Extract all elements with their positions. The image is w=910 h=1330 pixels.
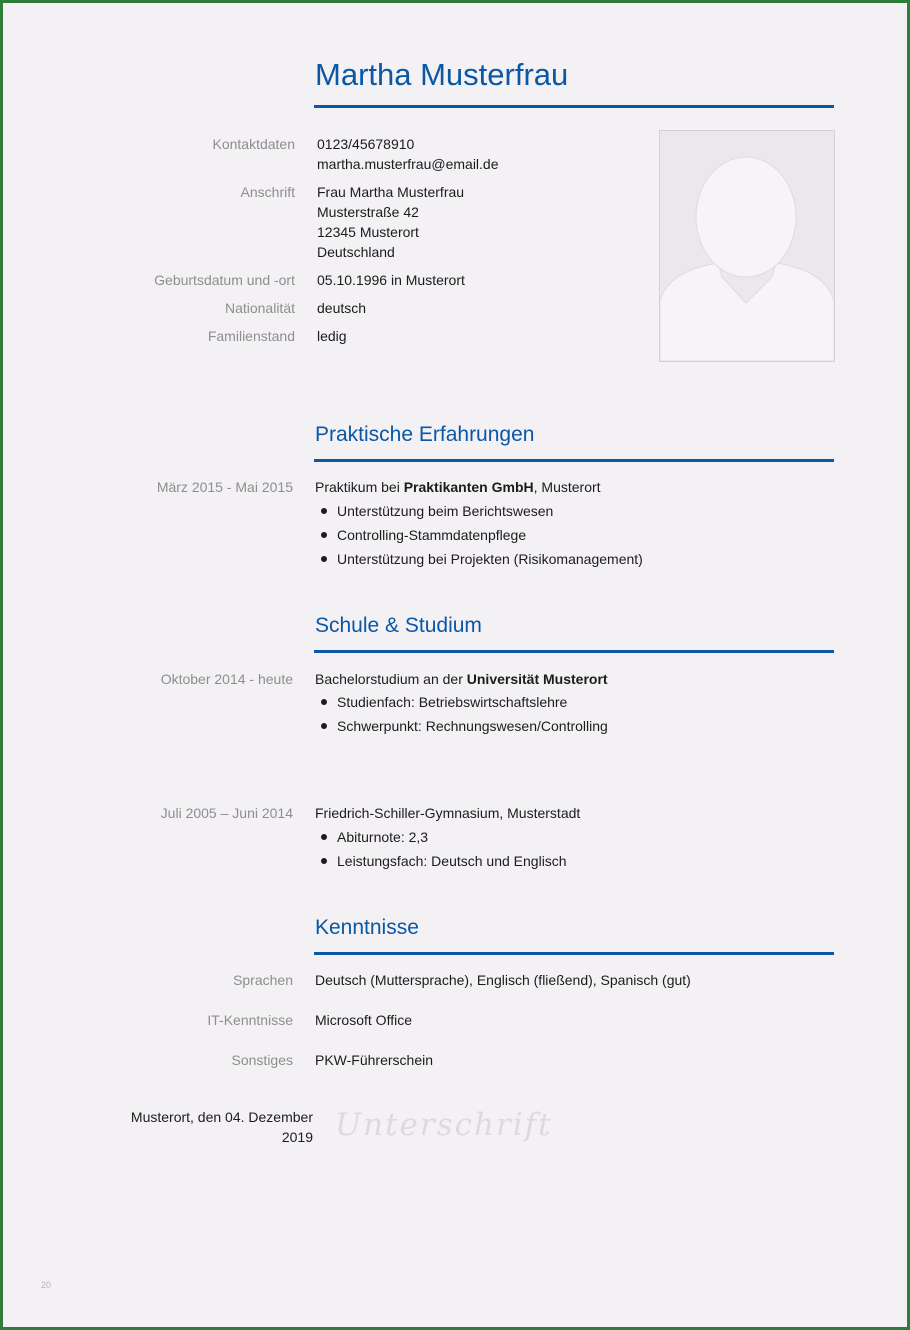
nationality-label: Nationalität: [224, 300, 295, 316]
list-item: Abiturnote: 2,3: [319, 825, 567, 849]
section-title-experience: Praktische Erfahrungen: [315, 423, 535, 446]
education-heading: [315, 669, 608, 689]
place-date-line: Musterort, den 04. Dezember: [130, 1109, 313, 1125]
nationality: deutsch: [317, 300, 367, 316]
experience-period: März 2015 - Mai 2015: [156, 479, 293, 495]
section-underline: [314, 952, 834, 955]
place-and-date: [131, 1107, 313, 1147]
birth-label: Geburtsdatum und -ort: [154, 272, 295, 288]
contact-details: [317, 134, 499, 174]
languages: Deutsch (Muttersprache), Englisch (fließend), Spanisch (gut): [315, 972, 691, 988]
other-skills-label: Sonstiges: [231, 1052, 293, 1068]
institution-name: Universität Musterort: [466, 671, 608, 687]
education-period: Oktober 2014 - heute: [160, 671, 293, 687]
marital-status-label: Familienstand: [207, 328, 295, 344]
cv-page: [3, 3, 907, 1327]
it-skills-label: IT-Kenntnisse: [207, 1012, 293, 1028]
address-line: Musterstraße 42: [317, 204, 419, 220]
page-number: 20: [41, 1280, 52, 1290]
list-item: Controlling-Stammdatenpflege: [319, 523, 643, 547]
section-title-skills: Kenntnisse: [315, 916, 419, 939]
marital-status: ledig: [317, 328, 347, 344]
list-item: Studienfach: Betriebswirtschaftslehre: [319, 690, 608, 714]
other-skills: PKW-Führerschein: [315, 1052, 434, 1068]
experience-suffix: , Musterort: [533, 479, 601, 495]
applicant-name: Martha Musterfrau: [315, 57, 569, 92]
address-line: Deutschland: [317, 244, 395, 260]
section-underline: [314, 650, 834, 653]
list-item: Unterstützung beim Berichtswesen: [319, 499, 643, 523]
signature: Unterschrift: [335, 1107, 553, 1143]
experience-heading: [315, 477, 601, 497]
profile-photo-placeholder: [659, 130, 835, 362]
education-details: [319, 690, 608, 738]
list-item: Unterstützung bei Projekten (Risikomanagement): [319, 547, 643, 571]
section-underline: [314, 459, 834, 462]
list-item: Leistungsfach: Deutsch und Englisch: [319, 849, 567, 873]
experience-prefix: Praktikum bei: [315, 479, 404, 495]
address-label: Anschrift: [240, 184, 295, 200]
contact-label: Kontaktdaten: [212, 136, 295, 152]
birth-date-place: 05.10.1996 in Musterort: [317, 272, 465, 288]
it-skills: Microsoft Office: [315, 1012, 412, 1028]
person-silhouette-icon: [660, 131, 834, 361]
section-title-education: Schule & Studium: [315, 614, 482, 637]
phone-number: 0123/45678910: [317, 136, 415, 152]
address: [317, 182, 464, 262]
company-name: Praktikanten GmbH: [403, 479, 534, 495]
experience-tasks: [319, 499, 643, 571]
education-period: Juli 2005 – Juni 2014: [160, 805, 293, 821]
place-date-line: 2019: [281, 1129, 313, 1145]
school-details: [319, 825, 567, 873]
list-item: Schwerpunkt: Rechnungswesen/Controlling: [319, 714, 608, 738]
email-address: martha.musterfrau@email.de: [317, 156, 499, 172]
languages-label: Sprachen: [233, 972, 293, 988]
address-line: Frau Martha Musterfrau: [317, 184, 465, 200]
address-line: 12345 Musterort: [317, 224, 419, 240]
name-underline: [314, 105, 834, 108]
school-name: Friedrich-Schiller-Gymnasium, Musterstadt: [315, 805, 581, 821]
education-prefix: Bachelorstudium an der: [315, 671, 467, 687]
